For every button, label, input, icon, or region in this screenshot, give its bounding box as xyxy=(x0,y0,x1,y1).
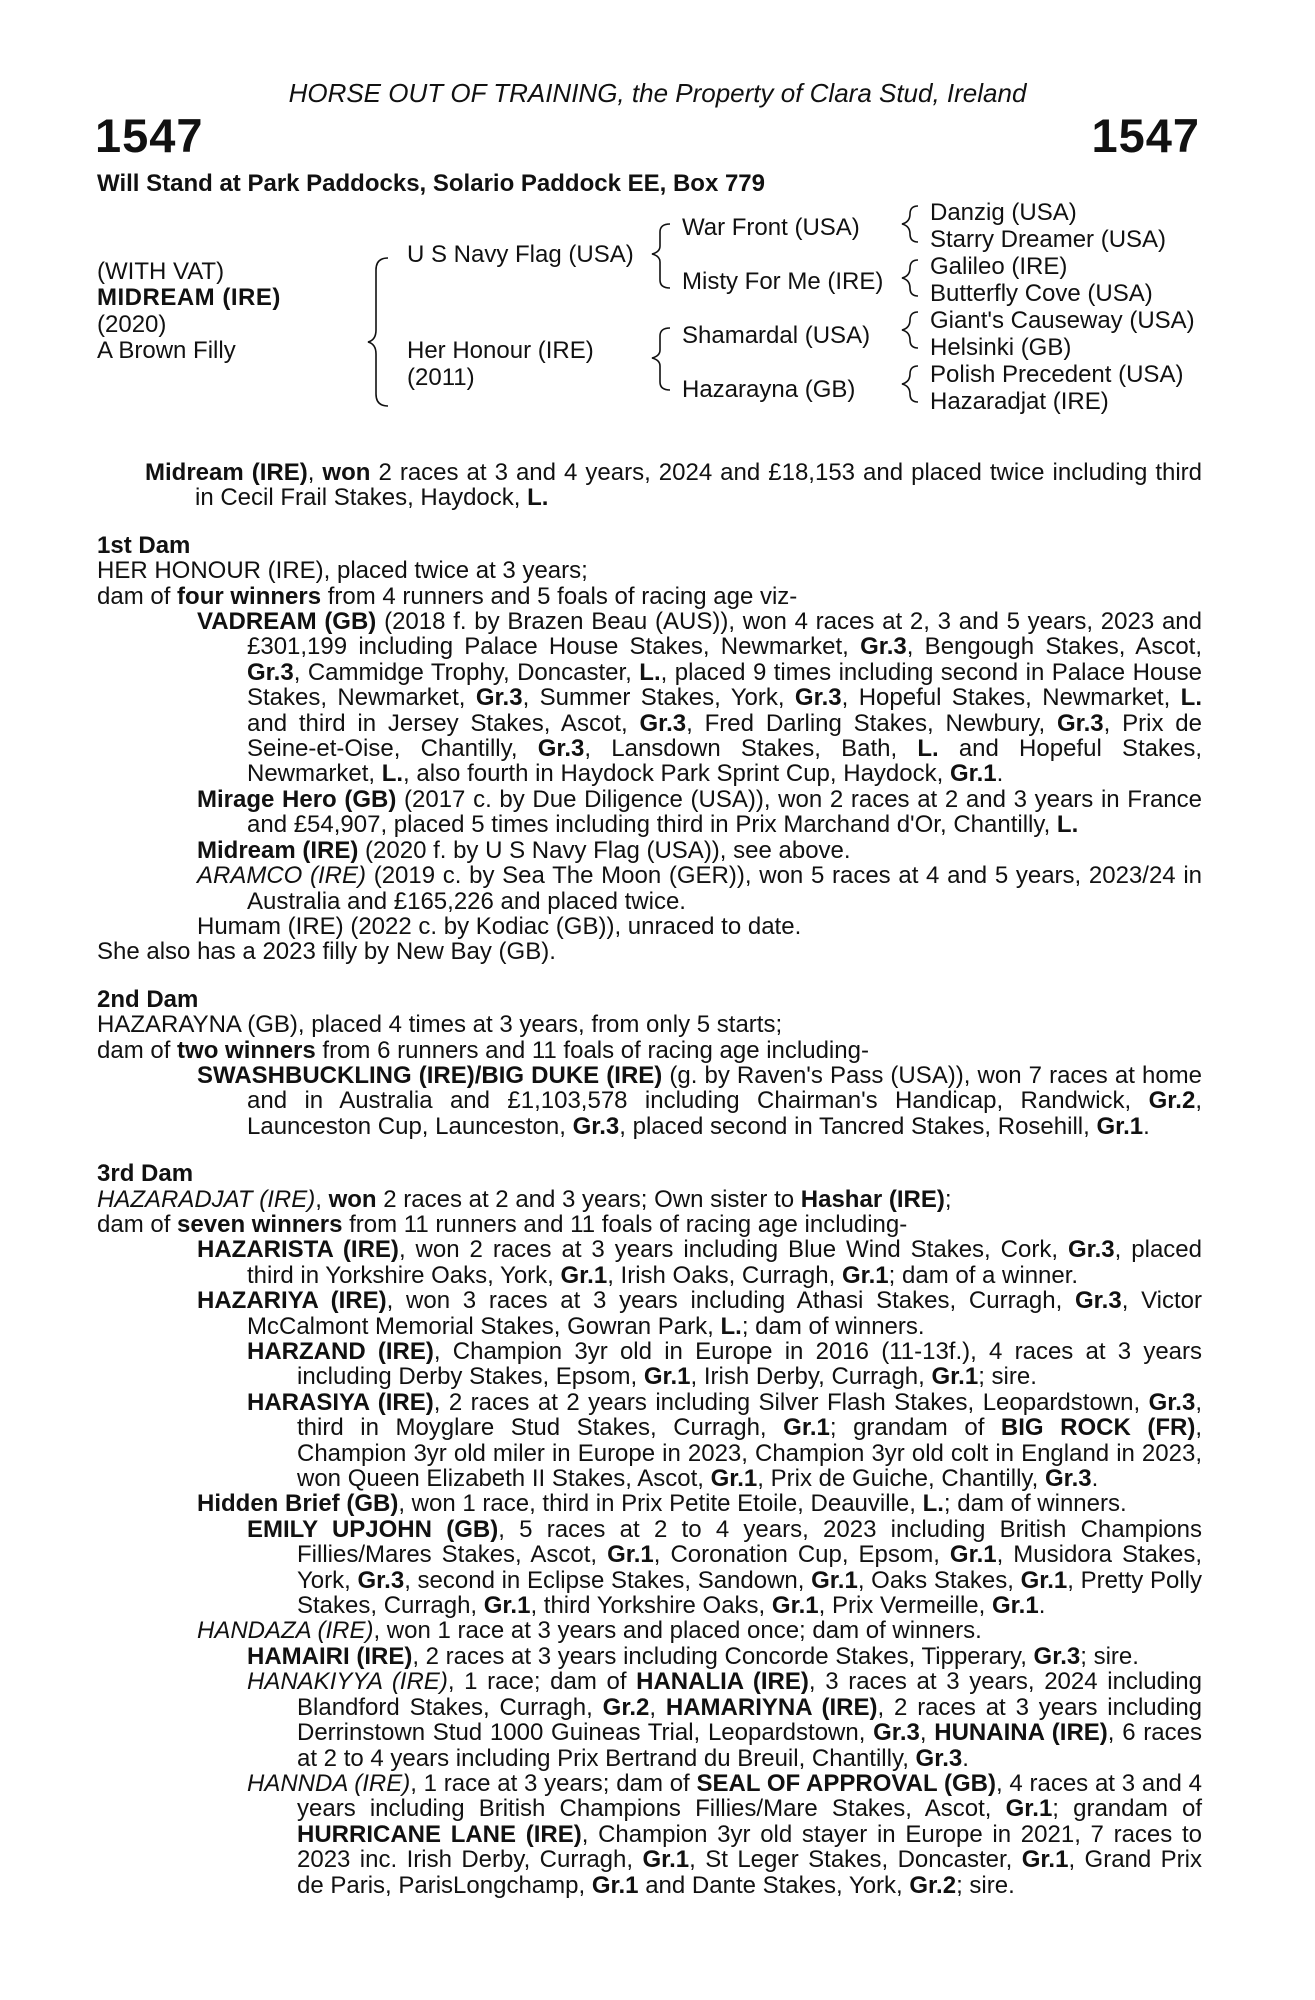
ped-dsd: Helsinki (GB) xyxy=(930,334,1072,361)
bracket-ss xyxy=(902,206,918,242)
bracket-dd xyxy=(902,366,918,402)
lot-number-left: 1547 xyxy=(95,109,204,162)
ped-dss: Giant's Causeway (USA) xyxy=(930,307,1195,334)
dam3-hanakiyya: HANAKIYYA (IRE), 1 race; dam of HANALIA (IRE), 3 races at 3 years, 2024 including Blandford Stakes, Curragh, Gr.2, HAMARIYNA (IRE), 2 races at 3 years including Derrinstown Stud 1000 Guineas Trial, Leopardstown, Gr.3, HUNAINA (IRE), 6 races at 2 to 4 years including Prix Bertrand du Breuil, Chantilly, Gr.3. xyxy=(247,1668,1203,1772)
ped-ssd: Starry Dreamer (USA) xyxy=(930,226,1167,253)
ped-ss: War Front (USA) xyxy=(682,214,860,241)
bracket-sire xyxy=(652,224,670,288)
dam1-midream: Midream (IRE) (2020 f. by U S Navy Flag (USA)), see above. xyxy=(197,836,851,864)
ped-ds: Shamardal (USA) xyxy=(682,322,871,349)
dam3-line2: dam of seven winners from 11 runners and 11 foals of racing age including- xyxy=(97,1210,908,1238)
ped-dam-year: (2011) xyxy=(407,364,475,391)
page-header-title: HORSE OUT OF TRAINING, the Property of Clara Stud, Ireland xyxy=(288,78,1027,108)
dam3-hazarista: HAZARISTA (IRE), won 2 races at 3 years including Blue Wind Stakes, Cork, Gr.3, placed third in Yorkshire Oaks, York, Gr.1, Irish Oaks, Curragh, Gr.1; dam of a winner. xyxy=(197,1236,1202,1289)
ped-vat: (WITH VAT) xyxy=(97,258,225,285)
dam3-hidden-brief: Hidden Brief (GB), won 1 race, third in Prix Petite Etoile, Deauville, L.; dam of winners. xyxy=(197,1490,1127,1518)
dam2-line1: HAZARAYNA (GB), placed 4 times at 3 years, from only 5 starts; xyxy=(97,1011,783,1039)
ped-sire: U S Navy Flag (USA) xyxy=(407,241,634,268)
dam3-handaza: HANDAZA (IRE), won 1 race at 3 years and placed once; dam of winners. xyxy=(197,1617,982,1645)
dam1-heading: 1st Dam xyxy=(97,531,191,559)
ped-sds: Galileo (IRE) xyxy=(930,253,1068,280)
dam3-heading: 3rd Dam xyxy=(97,1160,194,1188)
ped-sd: Misty For Me (IRE) xyxy=(682,268,884,295)
ped-dds: Polish Precedent (USA) xyxy=(930,361,1184,388)
dam1-vadream: VADREAM (GB) (2018 f. by Brazen Beau (AUS)), won 4 races at 2, 3 and 5 years, 2023 and £301,199 including Palace House Stakes, Newmarket, Gr.3, Bengough Stakes, Ascot, Gr.3, Cammidge Trophy, Doncaster, L., placed 9 times including second in Palace House Stakes, Newmarket, Gr.3, Summer Stakes, York, Gr.3, Hopeful Stakes, Newmarket, L. and third in Jersey Stakes, Ascot, Gr.3, Fred Darling Stakes, Newbury, Gr.3, Prix de Seine-et-Oise, Chantilly, Gr.3, Lansdown Stakes, Bath, L. and Hopeful Stakes, Newmarket, L., also fourth in Haydock Park Sprint Cup, Haydock, Gr.1. xyxy=(197,608,1202,788)
intro-paragraph: Midream (IRE), won 2 races at 3 and 4 years, 2024 and £18,153 and placed twice including third in Cecil Frail Stakes, Haydock, L. xyxy=(145,459,1203,512)
dam3-hannda: HANNDA (IRE), 1 race at 3 years; dam of SEAL OF APPROVAL (GB), 4 races at 3 and 4 years including British Champions Fillies/Mare Stakes, Ascot, Gr.1; grandam of HURRICANE LANE (IRE), Champion 3yr old stayer in Europe in 2021, 7 races to 2023 inc. Irish Derby, Curragh, Gr.1, St Leger Stakes, Doncaster, Gr.1, Grand Prix de Paris, ParisLongchamp, Gr.1 and Dante Stakes, York, Gr.2; sire. xyxy=(247,1769,1203,1899)
dam2-heading: 2nd Dam xyxy=(97,985,199,1013)
ped-description: A Brown Filly xyxy=(97,337,236,364)
dam1-aramco: ARAMCO (IRE) (2019 c. by Sea The Moon (GER)), won 5 races at 4 and 5 years, 2023/24 in Australia and £165,226 and placed twice. xyxy=(197,862,1203,915)
lot-number-right: 1547 xyxy=(1091,109,1200,162)
ped-dd: Hazarayna (GB) xyxy=(682,376,856,403)
dam3-harzand: HARZAND (IRE), Champion 3yr old in Europe in 2016 (11-13f.), 4 races at 3 years including Derby Stakes, Epsom, Gr.1, Irish Derby, Curragh, Gr.1; sire. xyxy=(247,1338,1203,1391)
dam2-line2: dam of two winners from 6 runners and 11 foals of racing age including- xyxy=(97,1036,869,1064)
dam3-harasiya: HARASIYA (IRE), 2 races at 2 years including Silver Flash Stakes, Leopardstown, Gr.3, third in Moyglare Stud Stakes, Curragh, Gr.1; grandam of BIG ROCK (FR), Champion 3yr old miler in Europe in 2023, Champion 3yr old colt in England in 2023, won Queen Elizabeth II Stakes, Ascot, Gr.1, Prix de Guiche, Chantilly, Gr.3. xyxy=(247,1388,1202,1493)
ped-year: (2020) xyxy=(97,311,167,338)
dam3-hazariya: HAZARIYA (IRE), won 3 races at 3 years including Athasi Stakes, Curragh, Gr.3, Victor McCalmont Memorial Stakes, Gowran Park, L.; dam of winners. xyxy=(197,1287,1203,1340)
dam1-mirage: Mirage Hero (GB) (2017 c. by Due Diligence (USA)), won 2 races at 2 and 3 years in France and £54,907, placed 5 times including third in Prix Marchand d'Or, Chantilly, L. xyxy=(197,785,1203,839)
ped-sdd: Butterfly Cove (USA) xyxy=(930,280,1153,307)
dam1-line1: HER HONOUR (IRE), placed twice at 3 years; xyxy=(97,557,588,585)
dam1-also: She also has a 2023 filly by New Bay (GB). xyxy=(97,938,556,966)
bracket-dam xyxy=(652,328,670,390)
dam3-emily: EMILY UPJOHN (GB), 5 races at 2 to 4 years, 2023 including British Champions Fillies/Mares Stakes, Ascot, Gr.1, Coronation Cup, Epsom, Gr.1, Musidora Stakes, York, Gr.3, second in Eclipse Stakes, Sandown, Gr.1, Oaks Stakes, Gr.1, Pretty Polly Stakes, Curragh, Gr.1, third Yorkshire Oaks, Gr.1, Prix Vermeille, Gr.1. xyxy=(247,1515,1203,1620)
ped-horse-name: MIDREAM (IRE) xyxy=(97,284,281,311)
dam1-line2: dam of four winners from 4 runners and 5 foals of racing age viz- xyxy=(97,582,798,610)
dam1-humam: Humam (IRE) (2022 c. by Kodiac (GB)), unraced to date. xyxy=(197,912,802,940)
bracket-horse xyxy=(368,258,388,406)
catalogue-body xyxy=(97,460,1202,1898)
dam3-line1: HAZARADJAT (IRE), won 2 races at 2 and 3 years; Own sister to Hashar (IRE); xyxy=(97,1185,952,1213)
ped-sss: Danzig (USA) xyxy=(930,199,1077,226)
ped-dam: Her Honour (IRE) xyxy=(407,337,594,364)
bracket-ds xyxy=(902,312,918,348)
dam3-hamairi: HAMAIRI (IRE), 2 races at 3 years including Concorde Stakes, Tipperary, Gr.3; sire. xyxy=(247,1642,1139,1670)
ped-ddd: Hazaradjat (IRE) xyxy=(930,388,1109,415)
dam2-swashbuckling: SWASHBUCKLING (IRE)/BIG DUKE (IRE) (g. by Raven's Pass (USA)), won 7 races at home and in Australia and £1,103,578 including Chairman's Handicap, Randwick, Gr.2, Launceston Cup, Launceston, Gr.3, placed second in Tancred Stakes, Rosehill, Gr.1. xyxy=(197,1061,1203,1140)
stand-location: Will Stand at Park Paddocks, Solario Paddock EE, Box 779 xyxy=(97,170,766,197)
bracket-sd xyxy=(902,260,918,296)
